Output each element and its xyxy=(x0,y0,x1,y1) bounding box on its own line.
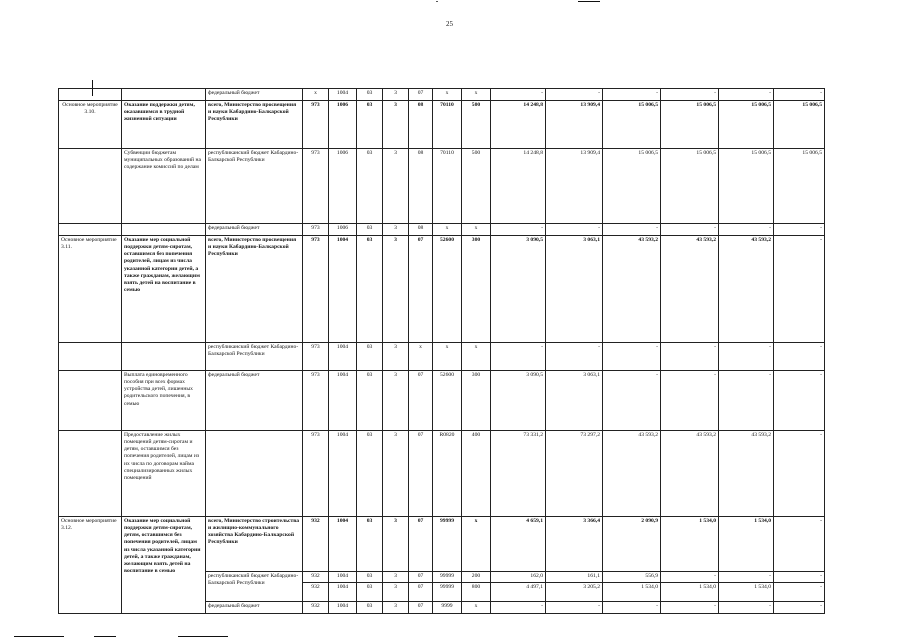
event-name-cell xyxy=(122,343,206,371)
rz-cell: 1004 xyxy=(329,371,357,431)
year-1-cell: - xyxy=(491,602,546,614)
event-name-cell: Предоставление жилых помещений детям-сиротам и детям, оставшимся без попечения родителей, лицам из их числа по договорам найма специализированных жилых помещений xyxy=(122,431,206,517)
grbs-cell: 932 xyxy=(303,602,329,614)
ts-cell: 99999 xyxy=(433,572,462,583)
pr-cell: 03 xyxy=(357,371,383,431)
event-label-cell: Основное мероприятие 3.11. xyxy=(59,236,122,343)
gp-cell: 3 xyxy=(383,602,409,614)
vr-cell: 400 xyxy=(462,431,491,517)
bottom-rule xyxy=(14,636,64,637)
year-1-cell: 14 248,8 xyxy=(491,149,546,224)
funding-source-cell: федеральный бюджет xyxy=(206,224,303,236)
grbs-cell: 973 xyxy=(303,101,329,149)
year-6-cell: 15 006,5 xyxy=(774,101,825,149)
pr-cell: 03 xyxy=(357,583,383,602)
year-5-cell: - xyxy=(719,89,774,101)
pr-cell: 03 xyxy=(357,224,383,236)
pm-cell: 08 xyxy=(409,149,433,224)
year-4-cell: - xyxy=(661,343,719,371)
vr-cell: x xyxy=(462,517,491,572)
grbs-cell: 932 xyxy=(303,572,329,583)
year-6-cell: - xyxy=(774,583,825,602)
year-6-cell: - xyxy=(774,431,825,517)
grbs-cell: x xyxy=(303,89,329,101)
year-3-cell: 2 090,9 xyxy=(603,517,661,572)
year-1-cell: 4 497,1 xyxy=(491,583,546,602)
year-5-cell: - xyxy=(719,572,774,583)
vr-cell: 800 xyxy=(462,583,491,602)
vr-cell: x xyxy=(462,343,491,371)
year-3-cell: 1 534,0 xyxy=(603,583,661,602)
rz-cell: 1004 xyxy=(329,602,357,614)
year-1-cell: 3 090,5 xyxy=(491,371,546,431)
vr-cell: 500 xyxy=(462,149,491,224)
pr-cell: 03 xyxy=(357,236,383,343)
year-3-cell: - xyxy=(603,343,661,371)
rz-cell: 1006 xyxy=(329,224,357,236)
year-2-cell: 3 063,1 xyxy=(546,371,603,431)
year-4-cell: - xyxy=(661,602,719,614)
year-4-cell: 1 534,0 xyxy=(661,583,719,602)
vr-cell: 200 xyxy=(462,572,491,583)
rz-cell: 1004 xyxy=(329,517,357,572)
table-row xyxy=(59,371,825,431)
year-1-cell: - xyxy=(491,89,546,101)
pr-cell: 03 xyxy=(357,149,383,224)
pm-cell: 07 xyxy=(409,89,433,101)
rz-cell: 1006 xyxy=(329,149,357,224)
vr-cell: 300 xyxy=(462,236,491,343)
vr-cell: x xyxy=(462,224,491,236)
grbs-cell: 973 xyxy=(303,236,329,343)
ts-cell: 99999 xyxy=(433,583,462,602)
pm-cell: 07 xyxy=(409,431,433,517)
vr-cell: 500 xyxy=(462,101,491,149)
scan-mark xyxy=(436,1,438,2)
pr-cell: 03 xyxy=(357,431,383,517)
year-3-cell: 15 006,5 xyxy=(603,149,661,224)
year-2-cell: 3 063,1 xyxy=(546,236,603,343)
year-5-cell: 1 534,0 xyxy=(719,583,774,602)
event-label-cell xyxy=(59,371,122,431)
event-name-cell: Оказание мер социальной поддержки детям-сиротам, детям, оставшимся без попечения родителей, лицам из числа указанной категории детей, а также гражданам, желающим взять детей на воспитание в семью xyxy=(122,517,206,614)
funding-source-cell: всего, Министерство строительства и жилищно-коммунального хозяйства Кабардино-Балкарской Республики xyxy=(206,517,303,572)
year-3-cell: - xyxy=(603,224,661,236)
pm-cell: 07 xyxy=(409,371,433,431)
year-3-cell: - xyxy=(603,602,661,614)
grbs-cell: 932 xyxy=(303,583,329,602)
gp-cell: 3 xyxy=(383,517,409,572)
table-row xyxy=(59,517,825,572)
year-4-cell: - xyxy=(661,224,719,236)
year-1-cell: 3 090,5 xyxy=(491,236,546,343)
year-2-cell: - xyxy=(546,602,603,614)
year-2-cell: 73 297,2 xyxy=(546,431,603,517)
funding-source-cell: республиканский бюджет Кабардино-Балкарской Республики xyxy=(206,343,303,371)
event-label-cell xyxy=(59,431,122,517)
pm-cell: 07 xyxy=(409,517,433,572)
year-1-cell: 73 331,2 xyxy=(491,431,546,517)
budget-table xyxy=(58,88,825,614)
pm-cell: 08 xyxy=(409,101,433,149)
event-name-cell: Оказание поддержки детям, оказавшимся в трудной жизненной ситуации xyxy=(122,101,206,149)
pr-cell: 03 xyxy=(357,602,383,614)
year-5-cell: 43 593,2 xyxy=(719,431,774,517)
pm-cell: x xyxy=(409,343,433,371)
event-name-cell: Субвенции бюджетам муниципальных образований на содержание комиссий по делам xyxy=(122,149,206,224)
event-name-cell: Выплата единовременного пособия при всех формах устройства детей, лишенных родительского попечения, в семью xyxy=(122,371,206,431)
funding-source-cell: всего, Министерство просвещения и науки Кабардино-Балкарской Республики xyxy=(206,101,303,149)
year-5-cell: 15 006,5 xyxy=(719,149,774,224)
year-4-cell: - xyxy=(661,371,719,431)
year-2-cell: - xyxy=(546,89,603,101)
event-label-cell: Основное мероприятие 3.10. xyxy=(59,101,122,149)
pr-cell: 03 xyxy=(357,572,383,583)
event-label-cell xyxy=(59,343,122,371)
ts-cell: x xyxy=(433,343,462,371)
year-2-cell: 13 909,4 xyxy=(546,101,603,149)
funding-source-cell: всего, Министерство просвещения и науки Кабардино-Балкарской Республики xyxy=(206,236,303,343)
event-label-cell xyxy=(59,89,122,101)
year-6-cell: - xyxy=(774,572,825,583)
year-2-cell: - xyxy=(546,343,603,371)
gp-cell: 3 xyxy=(383,149,409,224)
year-3-cell: 43 593,2 xyxy=(603,236,661,343)
ts-cell: R0820 xyxy=(433,431,462,517)
year-6-cell: - xyxy=(774,517,825,572)
year-6-cell: - xyxy=(774,236,825,343)
bottom-rule xyxy=(178,636,228,637)
funding-source-cell: федеральный бюджет xyxy=(206,602,303,614)
pr-cell: 03 xyxy=(357,517,383,572)
year-6-cell: 15 006,5 xyxy=(774,149,825,224)
table-row xyxy=(59,431,825,517)
rz-cell: 1004 xyxy=(329,89,357,101)
event-label-cell: Основное мероприятие 3.12. xyxy=(59,517,122,614)
page-number: 25 xyxy=(446,20,453,28)
funding-source-cell: республиканский бюджет Кабардино-Балкарской Республики xyxy=(206,572,303,602)
year-2-cell: 3 366,4 xyxy=(546,517,603,572)
gp-cell: 3 xyxy=(383,236,409,343)
table-row xyxy=(59,236,825,343)
pr-cell: 03 xyxy=(357,343,383,371)
year-1-cell: - xyxy=(491,224,546,236)
gp-cell: 3 xyxy=(383,572,409,583)
grbs-cell: 932 xyxy=(303,517,329,572)
year-3-cell: - xyxy=(603,371,661,431)
year-4-cell: 43 593,2 xyxy=(661,431,719,517)
year-6-cell: - xyxy=(774,224,825,236)
year-4-cell: 15 006,5 xyxy=(661,101,719,149)
funding-source-cell: федеральный бюджет xyxy=(206,89,303,101)
ts-cell: x xyxy=(433,224,462,236)
year-6-cell: - xyxy=(774,89,825,101)
ts-cell: 52600 xyxy=(433,371,462,431)
gp-cell: 3 xyxy=(383,224,409,236)
year-5-cell: - xyxy=(719,343,774,371)
rz-cell: 1004 xyxy=(329,431,357,517)
ts-cell: 52600 xyxy=(433,236,462,343)
year-5-cell: 43 593,2 xyxy=(719,236,774,343)
funding-source-cell xyxy=(206,431,303,517)
year-6-cell: - xyxy=(774,371,825,431)
top-rule xyxy=(578,1,600,2)
pm-cell: 08 xyxy=(409,224,433,236)
grbs-cell: 973 xyxy=(303,149,329,224)
ts-cell: 99999 xyxy=(433,517,462,572)
pm-cell: 07 xyxy=(409,583,433,602)
table-row xyxy=(59,224,825,236)
year-2-cell: 3 205,2 xyxy=(546,583,603,602)
pm-cell: 07 xyxy=(409,602,433,614)
rz-cell: 1004 xyxy=(329,572,357,583)
ts-cell: x xyxy=(433,89,462,101)
year-6-cell: - xyxy=(774,602,825,614)
bottom-rule xyxy=(94,636,116,637)
year-2-cell: 13 909,4 xyxy=(546,149,603,224)
year-4-cell: - xyxy=(661,89,719,101)
event-label-cell xyxy=(59,224,122,236)
table-row xyxy=(59,101,825,149)
gp-cell: 3 xyxy=(383,89,409,101)
year-2-cell: - xyxy=(546,224,603,236)
event-name-cell xyxy=(122,89,206,101)
year-6-cell: - xyxy=(774,343,825,371)
year-5-cell: - xyxy=(719,224,774,236)
year-1-cell: 4 659,1 xyxy=(491,517,546,572)
year-3-cell: 43 593,2 xyxy=(603,431,661,517)
grbs-cell: 973 xyxy=(303,343,329,371)
vr-cell: x xyxy=(462,89,491,101)
table-row xyxy=(59,343,825,371)
year-4-cell: 43 593,2 xyxy=(661,236,719,343)
year-3-cell: 15 006,5 xyxy=(603,101,661,149)
ts-cell: 70110 xyxy=(433,149,462,224)
event-label-cell xyxy=(59,149,122,224)
pr-cell: 03 xyxy=(357,101,383,149)
pm-cell: 07 xyxy=(409,236,433,343)
gp-cell: 3 xyxy=(383,101,409,149)
pr-cell: 03 xyxy=(357,89,383,101)
grbs-cell: 973 xyxy=(303,431,329,517)
year-1-cell: 14 248,8 xyxy=(491,101,546,149)
rz-cell: 1004 xyxy=(329,343,357,371)
year-5-cell: - xyxy=(719,602,774,614)
event-name-cell xyxy=(122,224,206,236)
pm-cell: 07 xyxy=(409,572,433,583)
year-4-cell: 1 534,0 xyxy=(661,517,719,572)
year-1-cell: - xyxy=(491,343,546,371)
funding-source-cell: республиканский бюджет Кабардино-Балкарской Республики xyxy=(206,149,303,224)
gp-cell: 3 xyxy=(383,371,409,431)
vr-cell: x xyxy=(462,602,491,614)
vr-cell: 300 xyxy=(462,371,491,431)
year-3-cell: - xyxy=(603,89,661,101)
grbs-cell: 973 xyxy=(303,224,329,236)
grbs-cell: 973 xyxy=(303,371,329,431)
year-5-cell: 15 006,5 xyxy=(719,101,774,149)
rz-cell: 1004 xyxy=(329,583,357,602)
gp-cell: 3 xyxy=(383,343,409,371)
table-row xyxy=(59,89,825,101)
funding-source-cell: федеральный бюджет xyxy=(206,371,303,431)
year-3-cell: 556,9 xyxy=(603,572,661,583)
ts-cell: 9999 xyxy=(433,602,462,614)
rz-cell: 1006 xyxy=(329,101,357,149)
gp-cell: 3 xyxy=(383,431,409,517)
event-name-cell: Оказание мер социальной поддержки детям-сиротам, оставшимся без попечения родителей, лицам из числа указанной категории детей, а также гражданам, желающим взять детей на воспитание в семью xyxy=(122,236,206,343)
ts-cell: 70110 xyxy=(433,101,462,149)
rz-cell: 1004 xyxy=(329,236,357,343)
year-4-cell: - xyxy=(661,572,719,583)
gp-cell: 3 xyxy=(383,583,409,602)
year-5-cell: - xyxy=(719,371,774,431)
year-1-cell: 162,0 xyxy=(491,572,546,583)
year-4-cell: 15 006,5 xyxy=(661,149,719,224)
table-row xyxy=(59,149,825,224)
year-2-cell: 161,1 xyxy=(546,572,603,583)
year-5-cell: 1 534,0 xyxy=(719,517,774,572)
